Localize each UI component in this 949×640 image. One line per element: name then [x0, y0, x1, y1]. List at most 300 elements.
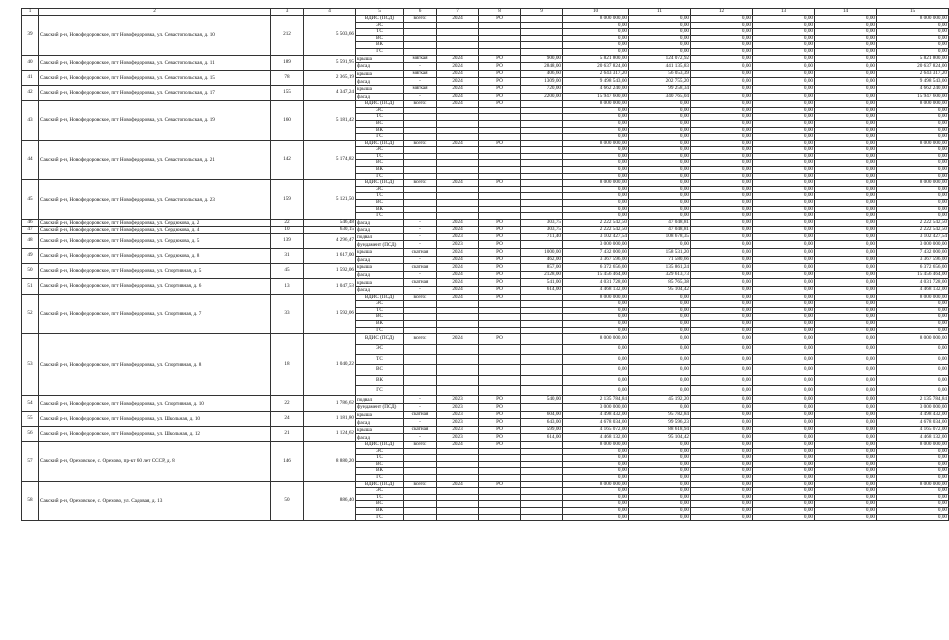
value-cell: 0,00 [753, 29, 815, 36]
control-cell: 0,00 [629, 314, 691, 321]
volume-cell [521, 294, 563, 301]
year-cell [437, 147, 479, 154]
value-cell: 0,00 [753, 193, 815, 200]
volume-cell: 614,00 [521, 434, 563, 442]
fund-cell [479, 160, 521, 167]
material-cell [404, 186, 437, 193]
work-type-cell: ЭС [356, 186, 404, 193]
control-cell: 158 531,20 [629, 249, 691, 257]
value-cell: 0,00 [691, 514, 753, 521]
fund-cell [479, 167, 521, 174]
work-type-cell: ГС [356, 475, 404, 482]
total-cell: 4 468 132,00 [877, 434, 949, 442]
cost-cell: 0,00 [563, 200, 629, 207]
data-table [21, 8, 949, 521]
total-cell: 0,00 [877, 301, 949, 308]
control-cell: 0,00 [629, 127, 691, 134]
header-cell-11: 11 [629, 9, 691, 16]
total-cell: 4 678 034,00 [877, 419, 949, 427]
material-cell [404, 455, 437, 462]
total-cell: 0,00 [877, 354, 949, 364]
value-cell: 0,00 [691, 153, 753, 160]
total-cell: 8 000 000,00 [877, 101, 949, 108]
row-number: 46 [22, 219, 39, 226]
control-cell: 0,00 [629, 213, 691, 220]
value-cell: 0,00 [753, 448, 815, 455]
value-cell: 0,00 [691, 375, 753, 385]
table-row [22, 334, 949, 344]
material-cell [404, 193, 437, 200]
control-cell: 0,00 [629, 488, 691, 495]
year-cell [437, 48, 479, 55]
row-number: 58 [22, 481, 39, 521]
volume-cell: 720,00 [521, 85, 563, 93]
cost-cell: 0,00 [563, 475, 629, 482]
control-cell: 0,00 [629, 42, 691, 49]
volume-cell [521, 475, 563, 482]
control-cell: 0,00 [629, 167, 691, 174]
area-cell: 1 124,62 [304, 426, 356, 441]
value-cell: 0,00 [753, 213, 815, 220]
value-cell: 0,00 [815, 271, 877, 279]
work-type-cell: фасад [356, 93, 404, 101]
work-type-cell: крыша [356, 411, 404, 419]
year-cell [437, 307, 479, 314]
fund-cell: РО [479, 219, 521, 226]
row-number: 45 [22, 180, 39, 220]
volume-cell [521, 173, 563, 180]
fund-cell [479, 186, 521, 193]
value-cell: 0,00 [691, 180, 753, 187]
year-cell [437, 501, 479, 508]
count-cell: 10 [271, 226, 304, 233]
material-cell [404, 448, 437, 455]
control-cell: 202 755,20 [629, 78, 691, 86]
value-cell: 0,00 [815, 494, 877, 501]
value-cell: 0,00 [753, 344, 815, 354]
year-cell [437, 167, 479, 174]
cost-cell: 0,00 [563, 314, 629, 321]
cost-cell: 0,00 [563, 127, 629, 134]
total-cell: 8 000 000,00 [877, 294, 949, 301]
header-cell-14: 14 [815, 9, 877, 16]
fund-cell: РО [479, 426, 521, 434]
row-number: 55 [22, 411, 39, 426]
work-type-cell: подвал [356, 233, 404, 241]
value-cell: 0,00 [753, 22, 815, 29]
material-cell [404, 344, 437, 354]
material-cell [404, 494, 437, 501]
address-cell: Сакский р-н, Новофедоровское, пгт Новофедоровка, ул. Севастопольская, д. 10 [39, 16, 271, 56]
value-cell: 0,00 [691, 241, 753, 249]
header-cell-4: 4 [304, 9, 356, 16]
cost-cell: 4 031 728,00 [563, 279, 629, 287]
value-cell: 0,00 [691, 55, 753, 63]
total-cell: 0,00 [877, 488, 949, 495]
value-cell: 0,00 [815, 404, 877, 412]
row-number: 56 [22, 426, 39, 441]
area-cell: 546,48 [304, 219, 356, 226]
total-cell: 8 000 000,00 [877, 16, 949, 23]
value-cell: 0,00 [691, 93, 753, 101]
cost-cell: 15 947 600,00 [563, 93, 629, 101]
work-type-cell: фасад [356, 226, 404, 233]
value-cell: 0,00 [691, 404, 753, 412]
total-cell: 15 947 600,00 [877, 93, 949, 101]
header-cell-5: 5 [356, 9, 404, 16]
control-cell: 0,00 [629, 386, 691, 396]
cost-cell: 3 000 000,00 [563, 404, 629, 412]
cost-cell: 3 000 000,00 [563, 241, 629, 249]
cost-cell: 0,00 [563, 160, 629, 167]
address-cell: Сакский р-н, Новофедоровское, пгт Новофедоровка, ул. Спортивная, д. 8 [39, 334, 271, 396]
year-cell: 2024 [437, 78, 479, 86]
value-cell: 0,00 [815, 327, 877, 334]
material-cell: - [404, 241, 437, 249]
value-cell: 0,00 [691, 233, 753, 241]
year-cell [437, 468, 479, 475]
control-cell: 0,00 [629, 48, 691, 55]
year-cell [437, 160, 479, 167]
value-cell: 0,00 [815, 475, 877, 482]
year-cell [437, 494, 479, 501]
cost-cell: 0,00 [563, 48, 629, 55]
cost-cell: 0,00 [563, 134, 629, 141]
value-cell: 0,00 [815, 180, 877, 187]
work-type-cell: крыша [356, 85, 404, 93]
value-cell: 0,00 [753, 354, 815, 364]
volume-cell [521, 386, 563, 396]
count-cell: 18 [271, 334, 304, 396]
value-cell: 0,00 [691, 167, 753, 174]
value-cell: 0,00 [815, 48, 877, 55]
total-cell: 8 000 000,00 [877, 481, 949, 488]
control-cell: 0,00 [629, 206, 691, 213]
year-cell [437, 386, 479, 396]
value-cell: 0,00 [815, 396, 877, 404]
value-cell: 0,00 [691, 160, 753, 167]
year-cell: 2023 [437, 241, 479, 249]
value-cell: 0,00 [815, 375, 877, 385]
total-cell: 0,00 [877, 461, 949, 468]
fund-cell [479, 455, 521, 462]
material-cell: скатная [404, 279, 437, 287]
total-cell: 0,00 [877, 213, 949, 220]
year-cell: 2024 [437, 249, 479, 257]
value-cell: 0,00 [691, 85, 753, 93]
fund-cell: РО [479, 411, 521, 419]
control-cell: 441 135,83 [629, 63, 691, 71]
value-cell: 0,00 [753, 264, 815, 272]
value-cell: 0,00 [815, 120, 877, 127]
control-cell: 0,00 [629, 327, 691, 334]
fund-cell: РО [479, 85, 521, 93]
work-type-cell: ВДИС (ПСД) [356, 140, 404, 147]
control-cell: 0,00 [629, 307, 691, 314]
work-type-cell: подвал [356, 396, 404, 404]
control-cell: 47 048,81 [629, 226, 691, 233]
volume-cell: 540,00 [521, 396, 563, 404]
volume-cell [521, 365, 563, 375]
value-cell: 0,00 [815, 386, 877, 396]
value-cell: 0,00 [753, 488, 815, 495]
material-cell: - [404, 396, 437, 404]
work-type-cell: ЭС [356, 301, 404, 308]
material-cell [404, 307, 437, 314]
work-type-cell: ВК [356, 507, 404, 514]
value-cell: 0,00 [815, 488, 877, 495]
cost-cell: 0,00 [563, 42, 629, 49]
table-row [22, 264, 949, 272]
value-cell: 0,00 [753, 365, 815, 375]
cost-cell: 8 000 000,00 [563, 101, 629, 108]
table-row [22, 411, 949, 419]
fund-cell [479, 200, 521, 207]
year-cell [437, 455, 479, 462]
total-cell: 3 367 596,00 [877, 256, 949, 264]
material-cell: всего: [404, 101, 437, 108]
value-cell: 0,00 [691, 213, 753, 220]
value-cell: 0,00 [691, 249, 753, 257]
value-cell: 0,00 [753, 494, 815, 501]
value-cell: 0,00 [691, 42, 753, 49]
year-cell [437, 448, 479, 455]
value-cell: 0,00 [753, 455, 815, 462]
address-cell: Сакский р-н, Новофедоровское, пгт Новофедоровка, ул. Спортивная, д. 5 [39, 264, 271, 279]
value-cell: 0,00 [815, 140, 877, 147]
address-cell: Сакский р-н, Новофедоровское, пгт Новофедоровка, ул. Спортивная, д. 10 [39, 396, 271, 411]
value-cell: 0,00 [691, 193, 753, 200]
total-cell: 4 498 432,00 [877, 411, 949, 419]
value-cell: 0,00 [815, 107, 877, 114]
year-cell: 2024 [437, 286, 479, 294]
work-type-cell: ГС [356, 327, 404, 334]
fund-cell [479, 448, 521, 455]
volume-cell [521, 186, 563, 193]
value-cell: 0,00 [753, 314, 815, 321]
value-cell: 0,00 [753, 426, 815, 434]
volume-cell [521, 160, 563, 167]
work-type-cell: крыша [356, 264, 404, 272]
area-cell: 630,15 [304, 226, 356, 233]
volume-cell: 1000,00 [521, 249, 563, 257]
fund-cell: РО [479, 241, 521, 249]
year-cell: 2024 [437, 16, 479, 23]
volume-cell [521, 481, 563, 488]
count-cell: 212 [271, 16, 304, 56]
year-cell [437, 514, 479, 521]
cost-cell: 7 432 000,00 [563, 249, 629, 257]
cost-cell: 8 000 000,00 [563, 180, 629, 187]
material-cell [404, 114, 437, 121]
count-cell: 13 [271, 279, 304, 294]
total-cell: 0,00 [877, 120, 949, 127]
value-cell: 0,00 [815, 147, 877, 154]
cost-cell: 2 222 542,50 [563, 219, 629, 226]
value-cell: 0,00 [691, 301, 753, 308]
control-cell: 0,00 [629, 114, 691, 121]
value-cell: 0,00 [815, 206, 877, 213]
fund-cell: РО [479, 180, 521, 187]
table-body [22, 9, 949, 521]
control-cell: 0,00 [629, 193, 691, 200]
control-cell: 99 258,34 [629, 85, 691, 93]
total-cell: 0,00 [877, 320, 949, 327]
volume-cell: 462,00 [521, 256, 563, 264]
value-cell: 0,00 [753, 301, 815, 308]
fund-cell: РО [479, 256, 521, 264]
value-cell: 0,00 [815, 153, 877, 160]
value-cell: 0,00 [815, 301, 877, 308]
year-cell: 2024 [437, 264, 479, 272]
value-cell: 0,00 [691, 101, 753, 108]
total-cell: 0,00 [877, 22, 949, 29]
work-type-cell: ЭС [356, 344, 404, 354]
row-number: 44 [22, 140, 39, 180]
address-cell: Сакский р-н, Новофедоровское, пгт Новофедоровка, ул. Сердюкова, д. 5 [39, 233, 271, 248]
volume-cell [521, 35, 563, 42]
count-cell: 78 [271, 70, 304, 85]
year-cell: 2024 [437, 256, 479, 264]
fund-cell [479, 35, 521, 42]
value-cell: 0,00 [753, 219, 815, 226]
work-type-cell: ВДИС (ПСД) [356, 442, 404, 449]
control-cell: 0,00 [629, 514, 691, 521]
control-cell: 88 618,94 [629, 426, 691, 434]
volume-cell [521, 494, 563, 501]
material-cell: - [404, 233, 437, 241]
value-cell: 0,00 [753, 206, 815, 213]
value-cell: 0,00 [691, 206, 753, 213]
total-cell: 3 102 427,54 [877, 233, 949, 241]
total-cell: 0,00 [877, 186, 949, 193]
fund-cell [479, 375, 521, 385]
total-cell: 0,00 [877, 48, 949, 55]
work-type-cell: ВС [356, 35, 404, 42]
address-cell: Сакский р-н, Ореховское, с. Орехово, пр-кт 60 лет СССР, д. 8 [39, 442, 271, 482]
value-cell: 0,00 [815, 411, 877, 419]
count-cell: 160 [271, 101, 304, 141]
value-cell: 0,00 [815, 294, 877, 301]
material-cell [404, 375, 437, 385]
volume-cell [521, 107, 563, 114]
volume-cell: 303,75 [521, 226, 563, 233]
area-cell: 1 592,06 [304, 294, 356, 334]
control-cell: 0,00 [629, 334, 691, 344]
work-type-cell: ВДИС (ПСД) [356, 180, 404, 187]
value-cell: 0,00 [753, 180, 815, 187]
work-type-cell: фасад [356, 434, 404, 442]
control-cell: 0,00 [629, 507, 691, 514]
value-cell: 0,00 [691, 365, 753, 375]
header-cell-7: 7 [437, 9, 479, 16]
work-type-cell: фундамент (ПСД) [356, 404, 404, 412]
work-type-cell: крыша [356, 279, 404, 287]
cost-cell: 2 222 542,50 [563, 226, 629, 233]
cost-cell: 8 000 000,00 [563, 16, 629, 23]
volume-cell [521, 307, 563, 314]
value-cell: 0,00 [691, 468, 753, 475]
fund-cell: РО [479, 419, 521, 427]
material-cell: мягкая [404, 85, 437, 93]
area-cell: 5 503,66 [304, 16, 356, 56]
value-cell: 0,00 [815, 334, 877, 344]
header-cell-10: 10 [563, 9, 629, 16]
material-cell [404, 314, 437, 321]
value-cell: 0,00 [691, 411, 753, 419]
value-cell: 0,00 [815, 279, 877, 287]
control-cell: 0,00 [629, 501, 691, 508]
value-cell: 0,00 [815, 344, 877, 354]
fund-cell [479, 206, 521, 213]
total-cell: 5 821 800,00 [877, 55, 949, 63]
volume-cell [521, 404, 563, 412]
area-cell: 5 591,95 [304, 55, 356, 70]
volume-cell [521, 120, 563, 127]
work-type-cell: ГС [356, 173, 404, 180]
value-cell: 0,00 [691, 16, 753, 23]
value-cell: 0,00 [691, 448, 753, 455]
value-cell: 0,00 [691, 256, 753, 264]
control-cell: 99 596,23 [629, 419, 691, 427]
row-number: 43 [22, 101, 39, 141]
work-type-cell: ТС [356, 307, 404, 314]
value-cell: 0,00 [753, 55, 815, 63]
cost-cell: 4 468 132,00 [563, 286, 629, 294]
volume-cell: 599,00 [521, 426, 563, 434]
fund-cell [479, 114, 521, 121]
cost-cell: 0,00 [563, 344, 629, 354]
value-cell: 0,00 [753, 375, 815, 385]
total-cell: 0,00 [877, 206, 949, 213]
material-cell [404, 501, 437, 508]
table-row [22, 85, 949, 93]
control-cell: 95 104,42 [629, 434, 691, 442]
control-cell: 340 765,04 [629, 93, 691, 101]
volume-cell [521, 488, 563, 495]
value-cell: 0,00 [753, 93, 815, 101]
value-cell: 0,00 [691, 107, 753, 114]
header-cell-3: 3 [271, 9, 304, 16]
value-cell: 0,00 [753, 153, 815, 160]
total-cell: 0,00 [877, 193, 949, 200]
area-cell: 1 047,53 [304, 279, 356, 294]
value-cell: 0,00 [815, 55, 877, 63]
value-cell: 0,00 [815, 78, 877, 86]
fund-cell [479, 301, 521, 308]
volume-cell [521, 42, 563, 49]
table-row [22, 226, 949, 233]
cost-cell: 0,00 [563, 173, 629, 180]
control-cell: 0,00 [629, 35, 691, 42]
volume-cell [521, 180, 563, 187]
year-cell [437, 327, 479, 334]
material-cell [404, 35, 437, 42]
value-cell: 0,00 [753, 167, 815, 174]
value-cell: 0,00 [815, 507, 877, 514]
value-cell: 0,00 [691, 48, 753, 55]
control-cell: 124 072,92 [629, 55, 691, 63]
control-cell: 0,00 [629, 301, 691, 308]
value-cell: 0,00 [753, 85, 815, 93]
value-cell: 0,00 [815, 442, 877, 449]
value-cell: 0,00 [815, 461, 877, 468]
value-cell: 0,00 [691, 127, 753, 134]
material-cell [404, 206, 437, 213]
material-cell [404, 488, 437, 495]
value-cell: 0,00 [815, 448, 877, 455]
address-cell: Сакский р-н, Новофедоровское, пгт Новофедоровка, ул. Севастопольская, д. 21 [39, 140, 271, 180]
